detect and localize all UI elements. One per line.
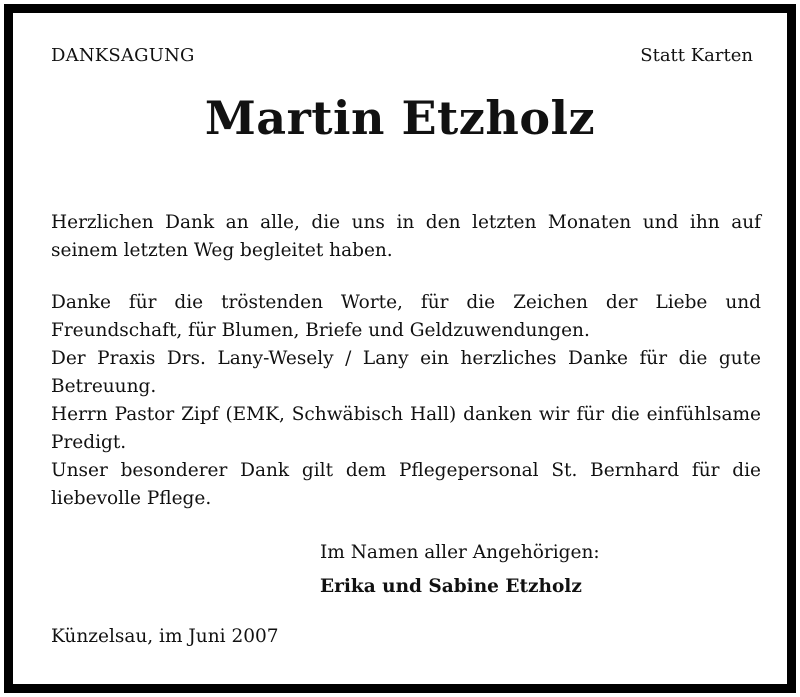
deceased-name: Martin Etzholz <box>204 91 596 145</box>
thanks-line: Der Praxis Drs. Lany-Wesely / Lany ein herzliches Danke für die gute Betreuung. <box>51 348 761 397</box>
place-date: Künzelsau, im Juni 2007 <box>51 626 279 647</box>
intro-paragraph: Herzlichen Dank an alle, die uns in den letzten Monaten und ihn auf seinem letzten Weg begleitet haben. <box>51 212 761 261</box>
notice-type-label: DANKSAGUNG <box>51 45 195 66</box>
thanks-line: Danke für die tröstenden Worte, für die Zeichen der Liebe und Freundschaft, für Blumen, Briefe und Geldzuwendungen. <box>51 292 761 341</box>
obituary-notice <box>4 4 796 693</box>
thanks-line: Unser besonderer Dank gilt dem Pflegepersonal St. Bernhard für die liebevolle Pflege. <box>51 460 761 509</box>
thanks-line: Herrn Pastor Zipf (EMK, Schwäbisch Hall) danken wir für die einfühlsame Predigt. <box>51 404 761 453</box>
signoff-label: Im Namen aller Angehörigen: <box>320 542 600 563</box>
signoff-names: Erika und Sabine Etzholz <box>320 576 582 597</box>
thanks-paragraph <box>51 289 761 513</box>
statt-karten-label: Statt Karten <box>640 45 753 66</box>
